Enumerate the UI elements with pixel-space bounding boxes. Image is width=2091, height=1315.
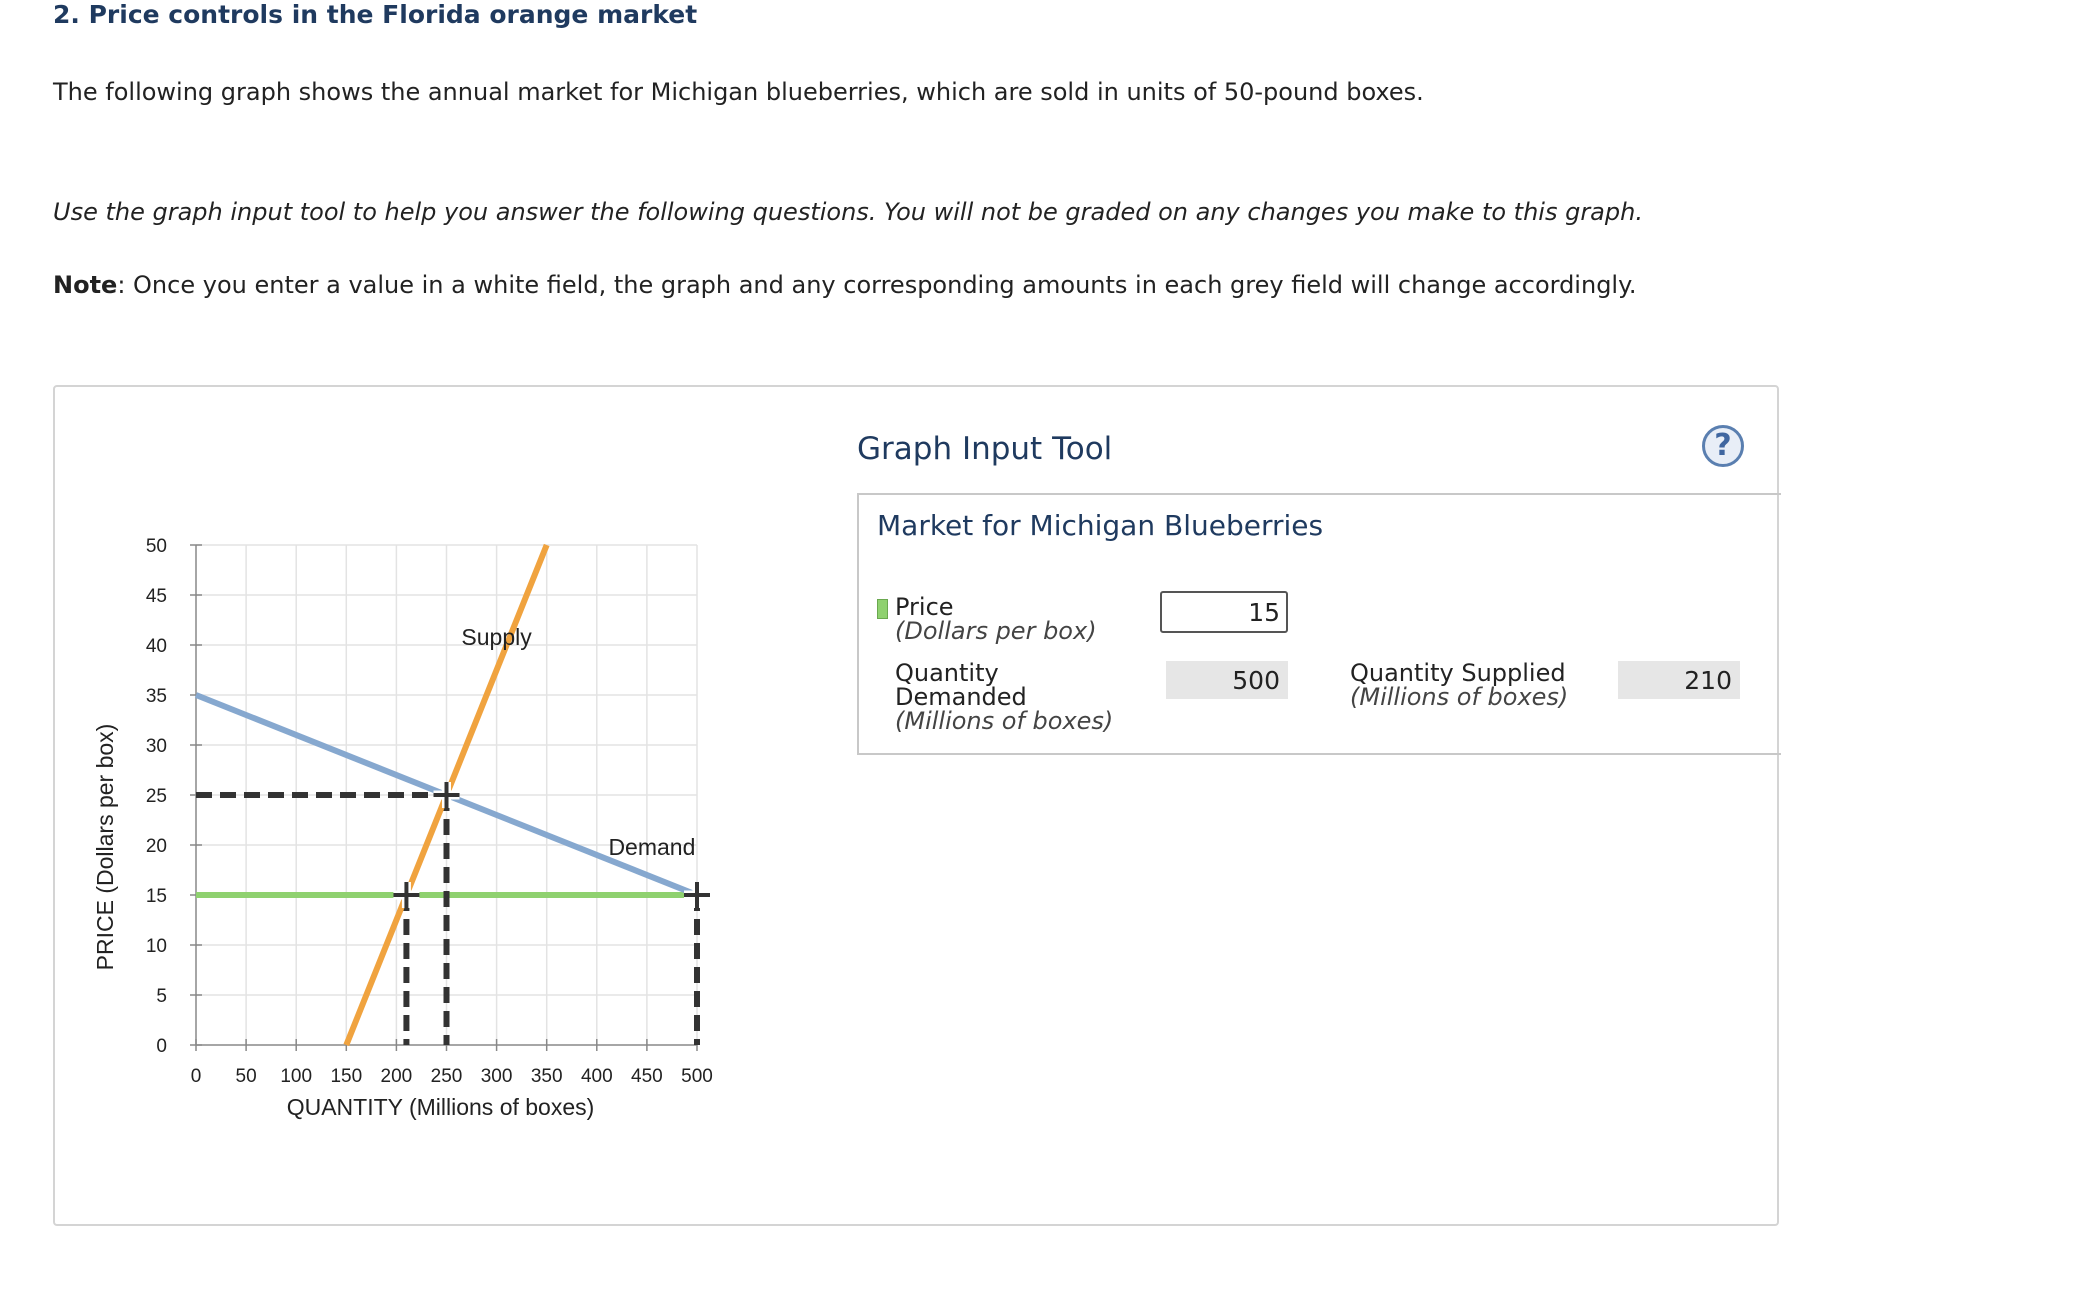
- x-tick-label-10: 500: [681, 1066, 713, 1087]
- quantity-demanded-value: 500: [1166, 661, 1288, 699]
- y-tick-label-7: 35: [145, 686, 167, 707]
- graph-input-tool-title: Graph Input Tool: [857, 431, 1113, 467]
- demand-label: Demand: [608, 834, 696, 860]
- y-tick-label-10: 50: [145, 536, 167, 557]
- note-text: [53, 271, 1637, 299]
- tick-labels: [92, 536, 713, 1120]
- y-tick-label-5: 25: [145, 786, 167, 807]
- y-tick-label-9: 45: [145, 586, 167, 607]
- intro-text: The following graph shows the annual market for Michigan blueberries, which are sold in units of 50-pound boxes.: [53, 78, 1424, 106]
- market-input-box: [857, 493, 1781, 755]
- x-tick-label-7: 350: [530, 1066, 563, 1087]
- x-tick-label-1: 50: [235, 1066, 257, 1087]
- price-unit-label: (Dollars per box): [895, 617, 1097, 645]
- y-tick-label-6: 30: [145, 736, 167, 757]
- market-graph[interactable]: [55, 387, 855, 1187]
- plus-marker-2[interactable]: [684, 882, 710, 908]
- y-tick-label-0: 0: [156, 1036, 167, 1057]
- market-title: Market for Michigan Blueberries: [877, 509, 1324, 542]
- x-tick-label-3: 150: [330, 1066, 363, 1087]
- x-tick-label-0: 0: [190, 1066, 202, 1087]
- y-tick-label-8: 40: [145, 636, 167, 657]
- price-label: Price: [895, 593, 954, 621]
- quantity-supplied-value: 210: [1618, 661, 1740, 699]
- note-body: : Once you enter a value in a white field, the graph and any corresponding amounts in each grey field will change accordingly.: [117, 271, 1637, 299]
- plus-marker-1[interactable]: [393, 882, 419, 908]
- price-legend-swatch: [877, 599, 888, 619]
- x-tick-label-8: 400: [580, 1066, 613, 1087]
- x-tick-label-9: 450: [631, 1066, 663, 1087]
- plus-marker-0[interactable]: [434, 782, 460, 808]
- quantity-demanded-label-2: Demanded: [895, 683, 1027, 711]
- quantity-supplied-label: Quantity Supplied: [1350, 659, 1566, 687]
- x-axis-title: QUANTITY (Millions of boxes): [286, 1094, 595, 1120]
- y-axis-title: PRICE (Dollars per box): [92, 723, 118, 971]
- price-input[interactable]: [1160, 591, 1288, 633]
- y-tick-label-4: 20: [145, 836, 167, 857]
- x-tick-label-5: 250: [430, 1066, 463, 1087]
- help-icon[interactable]: ?: [1702, 425, 1744, 467]
- quantity-supplied-unit: (Millions of boxes): [1350, 683, 1569, 711]
- page-heading: 2. Price controls in the Florida orange market: [53, 0, 698, 29]
- x-tick-label-2: 100: [280, 1066, 313, 1087]
- y-tick-label-1: 5: [156, 986, 167, 1007]
- y-tick-label-2: 10: [145, 936, 167, 957]
- y-tick-label-3: 15: [145, 886, 167, 907]
- x-tick-label-6: 300: [480, 1066, 513, 1087]
- quantity-demanded-label: Quantity: [895, 659, 999, 687]
- note-label: Note: [53, 271, 118, 299]
- instruction-text: Use the graph input tool to help you answer the following questions. You will not be graded on any changes you make to this graph.: [53, 198, 1643, 226]
- graph-panel: [53, 385, 1779, 1226]
- supply-label: Supply: [461, 624, 532, 650]
- quantity-demanded-unit: (Millions of boxes): [895, 707, 1114, 735]
- x-tick-label-4: 200: [380, 1066, 413, 1087]
